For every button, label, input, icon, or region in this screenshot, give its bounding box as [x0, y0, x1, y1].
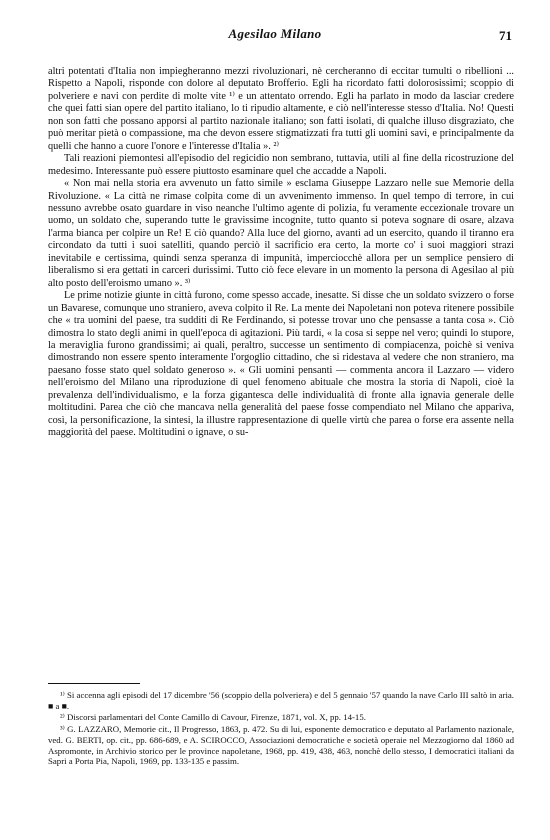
running-title: Agesilao Milano: [228, 26, 322, 41]
footnote: ³⁾ G. LAZZARO, Memorie cit., Il Progresso, 1863, p. 472. Su di lui, esponente democratico e deputato al Parlamento nazionale, ved. G. BERTI, op. cit., pp. 686-689, e A. SCIROCCO, Associazioni democratiche e società operaie nel Mezzogiorno dal 1860 ad Aspromonte, in Archivio storico per le province napoletane, 1968, pp. 419, 438, 463, nonchè dello stesso, I democratici italiani da Sapri a Porta Pia, Napoli, 1969, pp. 133-135 e passim.: [48, 724, 514, 767]
paragraph: Tali reazioni piemontesi all'episodio del regicidio non sembrano, tuttavia, utili al fine della ricostruzione del medesimo. Interessante può essere piuttosto esaminare quel che accadde a Napoli.: [48, 153, 514, 177]
page-number: 71: [499, 28, 512, 43]
paragraph-continuation: altri potentati d'Italia non impiegheranno mezzi rivoluzionari, nè cercheranno di eccitar tumulti o ribellioni ... Rispetto a Napoli, risponde con dolore al deputato Brofferio. Egli ha ricordato fatti dolorosissimi; scoppio di polveriere e navi con perdite di molte vite ¹⁾ e un attentato orrendo. Egli ha parlato in modo da lasciar credere che quei fatti sian opere del partito italiano, lo ti ripudio altamente, e ciò nell'interesse stesso d'Italia. No! Questi non son fatti che possano apporsi al partito nazionale italiano; son fatti isolati, di qualche illuso disgraziato, che può meritar pietà o compassione, ma che devon essere stigmatizzati fra tutti gli uomini savi, e principalmente da quelli che hanno a cuore l'onore e l'interesse d'Italia ». ²⁾: [48, 66, 514, 152]
footnote: ²⁾ Discorsi parlamentari del Conte Camillo di Cavour, Firenze, 1871, vol. X, pp. 14-15.: [60, 712, 366, 723]
paragraph: Le prime notizie giunte in città furono, come spesso accade, inesatte. Si disse che un soldato svizzero o forse un Bavarese, comunque uno straniero, aveva colpito il Re. La mente dei Napoletani non poteva ritenere possibile che « tra uomini del paese, tra sudditi di Re Ferdinando, si potesse trovar uno che pensasse a tanta cosa ». Ciò dimostra lo stato degli animi in quell'epoca di agitazioni. Più tardi, « la cosa si seppe nel vero; quindi lo stupore, la meraviglia furono grandissimi; ai quali, peraltro, successe un sentimento di compiacenza, poichè si veniva dimostrando non essere spento interamente l'orgoglio cittadino, che si ridestava al vedere che non straniero, ma paesano fosse stato quel soldato generoso ». « Gli uomini pensanti — commenta ancora il Lazzaro — videro nell'eroismo del Milano una riproduzione di quel fenomeno abituale che mostra la storia di Napoli, cioè la prevalenza dell'individualismo, e la forza gigantesca delle individualità di fronte alla ignavia generale delle moltitudini. Parea che ciò che mancava nella generalità del paese fosse compendiato nel Milano che appariva, così, la personificazione, la sintesi, la illustre rappresentazione di quelle virtù che parea o forse era assente nella maggiorità del paese. Moltitudini o ignave, o su-: [48, 290, 514, 439]
footnote-rule: [48, 683, 140, 684]
body-text: [48, 66, 514, 440]
paragraph-quote: « Non mai nella storia era avvenuto un fatto simile » esclama Giuseppe Lazzaro nelle sue Memorie della Rivoluzione. « La città ne rimase colpita come di un avvenimento immenso. In quel tempo di terrore, in cui nessuno avrebbe osato guardare in viso neanche l'ultimo agente di polizia, fu veramente eccezionale trovare un uomo, un soldato che, superando tutte le gravissime incognite, tutto quanto si poteva sognare di osare, alzava l'arma bianca per colpire un Re! E ciò quando? Alla luce del giorno, avanti ad un esercito, quando il tiranno era circondato da tutti i suoi satelliti, quando perciò il sacrificio era certo, la morte co' i suoi maggiori strazi inevitabile e certissima, quindi senza speranza di impunità, imperciocchè allora per un semplice pensiero di liberalismo si era gettati in carceri durissimi. Tutto ciò fece elevare in un momento la persona di Agesilao al più alto posto dell'eroismo umano ». ³⁾: [48, 178, 514, 289]
footnote: ¹⁾ Si accenna agli episodi del 17 dicembre '56 (scoppio della polveriera) e del 5 gennaio '57 quando la nave Carlo III saltò in aria. ■ a ■.: [48, 690, 514, 711]
page-header: [0, 26, 550, 46]
footnotes: [48, 690, 514, 768]
